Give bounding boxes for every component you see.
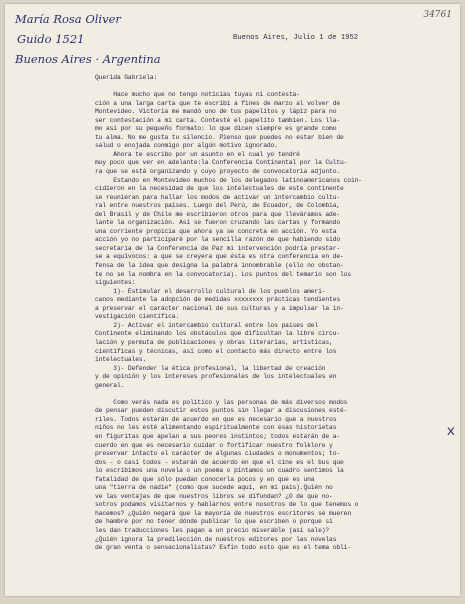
letter-line: y de opinión y los intereses profesionales de los intelectuales en — [95, 373, 337, 381]
letter-line: una "tierra de nadie" (como que sucede aquí, en mi país).Quién no — [95, 484, 333, 492]
letter-line: riles. Todos estarán de acuerdo en que es necesario que a nuestros — [95, 415, 337, 423]
letter-line: hacemos? ¿Quién negará que la mayoría de nuestros escritores se mueren — [95, 509, 351, 517]
letter-line: general. — [95, 381, 125, 389]
letter-line: Como verás nada es político y las personas de más diversos modos — [95, 398, 348, 406]
letter-line: Querida Gabriela: — [95, 74, 158, 81]
letter-line: Estando en Montevideo muchos de los delegados latinoamericanos coin- — [95, 176, 362, 184]
letter-line: cuerdo en que es necesario cuidar o fortificar nuestro folklore y — [95, 441, 333, 449]
letter-line: niños no les esté alimentando espiritualmente con esas historietas — [95, 424, 337, 432]
letter-line: lo escribimos una novela o un poema o pintamos un cuadro sentimos la — [95, 467, 344, 475]
letter-line: ra que se está organizando y cuyo proyecto de convocatoria adjunto. — [95, 168, 341, 176]
letter-page — [5, 4, 460, 596]
letter-line: a preservar el carácter nacional de sus culturas y a impulsar la in- — [95, 304, 344, 312]
letter-line: ción a una larga carta que te escribí a fines de marzo al volver de — [95, 99, 341, 107]
letter-line: científicas y técnicas, así como el contacto más directo entre los — [95, 347, 337, 355]
letter-line: muy poco que ver en adelante:la Conferencia Continental por la Cultu- — [95, 159, 348, 167]
letter-line: cidieron en la necesidad de que los intelectuales de este continente — [95, 185, 344, 193]
letter-line: canos mediante la adopción de medidas xxxxxxxx prácticas tendientes — [95, 296, 341, 304]
letter-line: de pensar pueden discutir estos puntos sin llegar a discusiones esté- — [95, 407, 348, 415]
dateline: Buenos Aires, Julio 1 de 1952 — [233, 34, 359, 42]
letter-line: dos - o casi todos - estarán de acuerdo en que el cine es el bus que — [95, 458, 344, 466]
letter-line: intelectuales. — [95, 356, 147, 364]
letter-line: Hace mucho que no tengo noticias tuyas ni contesta- — [95, 91, 300, 99]
sender-street: Guido 1521 — [17, 32, 85, 46]
letter-line: secretaria de la Conferencia de Paz mi intervención podría prestar- — [95, 244, 341, 252]
letter-line: lante la organización. Así se fueron cruzando las cartas y formando — [95, 219, 341, 227]
letter-line: 1)- Estimular el desarrollo cultural de los pueblos ameri- — [95, 287, 326, 295]
letter-line: se a equívocos: a que se creyera que ésta es otra conferencia en de- — [95, 253, 344, 261]
letter-line: Montevideo. Victoria me mandó uno de tus papelitos y lápiz para no — [95, 108, 337, 116]
sender-city: Buenos Aires · Argentina — [15, 52, 161, 66]
letter-line: ser contestación a mi carta. Contesté el papelito tambien. Los lla- — [95, 116, 341, 124]
letter-line: una corriente propicia que ahora ya se concreta en acción. Yo esta — [95, 227, 337, 235]
letter-line: fensa de la idea que designa la palabra innombrable (ello no obstan- — [95, 262, 344, 270]
letter-line: de hambre por no tener dónde publicar lo que escriben o porque si — [95, 518, 333, 526]
letter-line: preservar intacto el carácter de algunas ciudades o monumentos; to- — [95, 450, 341, 458]
letter-line — [95, 390, 447, 399]
letter-line: ve las ventajas de que nuestros libros se difundan? ¿O de que no- — [95, 492, 333, 500]
letter-line: fatalidad de que sólo puedan conocerla pocos y en que es una — [95, 475, 315, 483]
letter-line: vestigación científica. — [95, 313, 180, 321]
letter-line: del Brasil y de Chile me escribieron otros para que lleváramos ade- — [95, 210, 341, 218]
letter-line: siguientes: — [95, 279, 136, 287]
letter-line: 2)- Activar el intercambio cultural entre los países del — [95, 321, 319, 329]
letter-line: mo así por su pequeño formato: lo que dicen siempre es grande como — [95, 125, 337, 133]
letter-line: Ahora te escribo por un asunto en el cual yo tendré — [95, 150, 300, 158]
letter-body — [95, 74, 447, 553]
letter-line: Continente eliminando los obstáculos que dificultan la libre circu- — [95, 330, 341, 338]
letter-line: acción yo no participaré por la sencilla razón de que habiendo sido — [95, 236, 341, 244]
letter-line: 3)- Defender la ética profesional, la libertad de creación — [95, 364, 326, 372]
letter-line: les dan traducciones les pagan a un precio miserable (así sale)? — [95, 526, 330, 534]
letter-line: ral entre nuestros países. Luego del Perú, de Ecuador, de Colombia, — [95, 202, 341, 210]
margin-mark: x — [446, 424, 455, 440]
sender-name: María Rosa Oliver — [15, 12, 121, 26]
letter-line: tu alma. No me gusta tu silencio. Pienso que puedes no estar bien de — [95, 133, 344, 141]
letter-line: de gran venta o sensacionalistas? Esfín todo esto que es el tema obli- — [95, 544, 351, 552]
letter-line: salud o enojada conmigo por algún motivo ignorado. — [95, 142, 278, 150]
letter-line: ¿Quién ignora la predilección de nuestros editores por las novelas — [95, 535, 337, 543]
letter-line: te no se la nombra en la convocatoria). Los puntos del temario son los — [95, 270, 351, 278]
letter-line: sotros podamos visitarnos y hablarnos entre nosotros de lo que tenemos o — [95, 501, 359, 509]
letter-line — [95, 83, 447, 92]
archive-number: 34761 — [423, 10, 452, 20]
letter-line: se reunieran para hallar los modos de activar un intercambio cultu- — [95, 193, 341, 201]
letter-line: lación y permuta de publicaciones y obras literarias, artísticas, — [95, 338, 333, 346]
letter-line: en figuritas que apelan a sus peores instintos; todos estarán de a- — [95, 432, 341, 440]
